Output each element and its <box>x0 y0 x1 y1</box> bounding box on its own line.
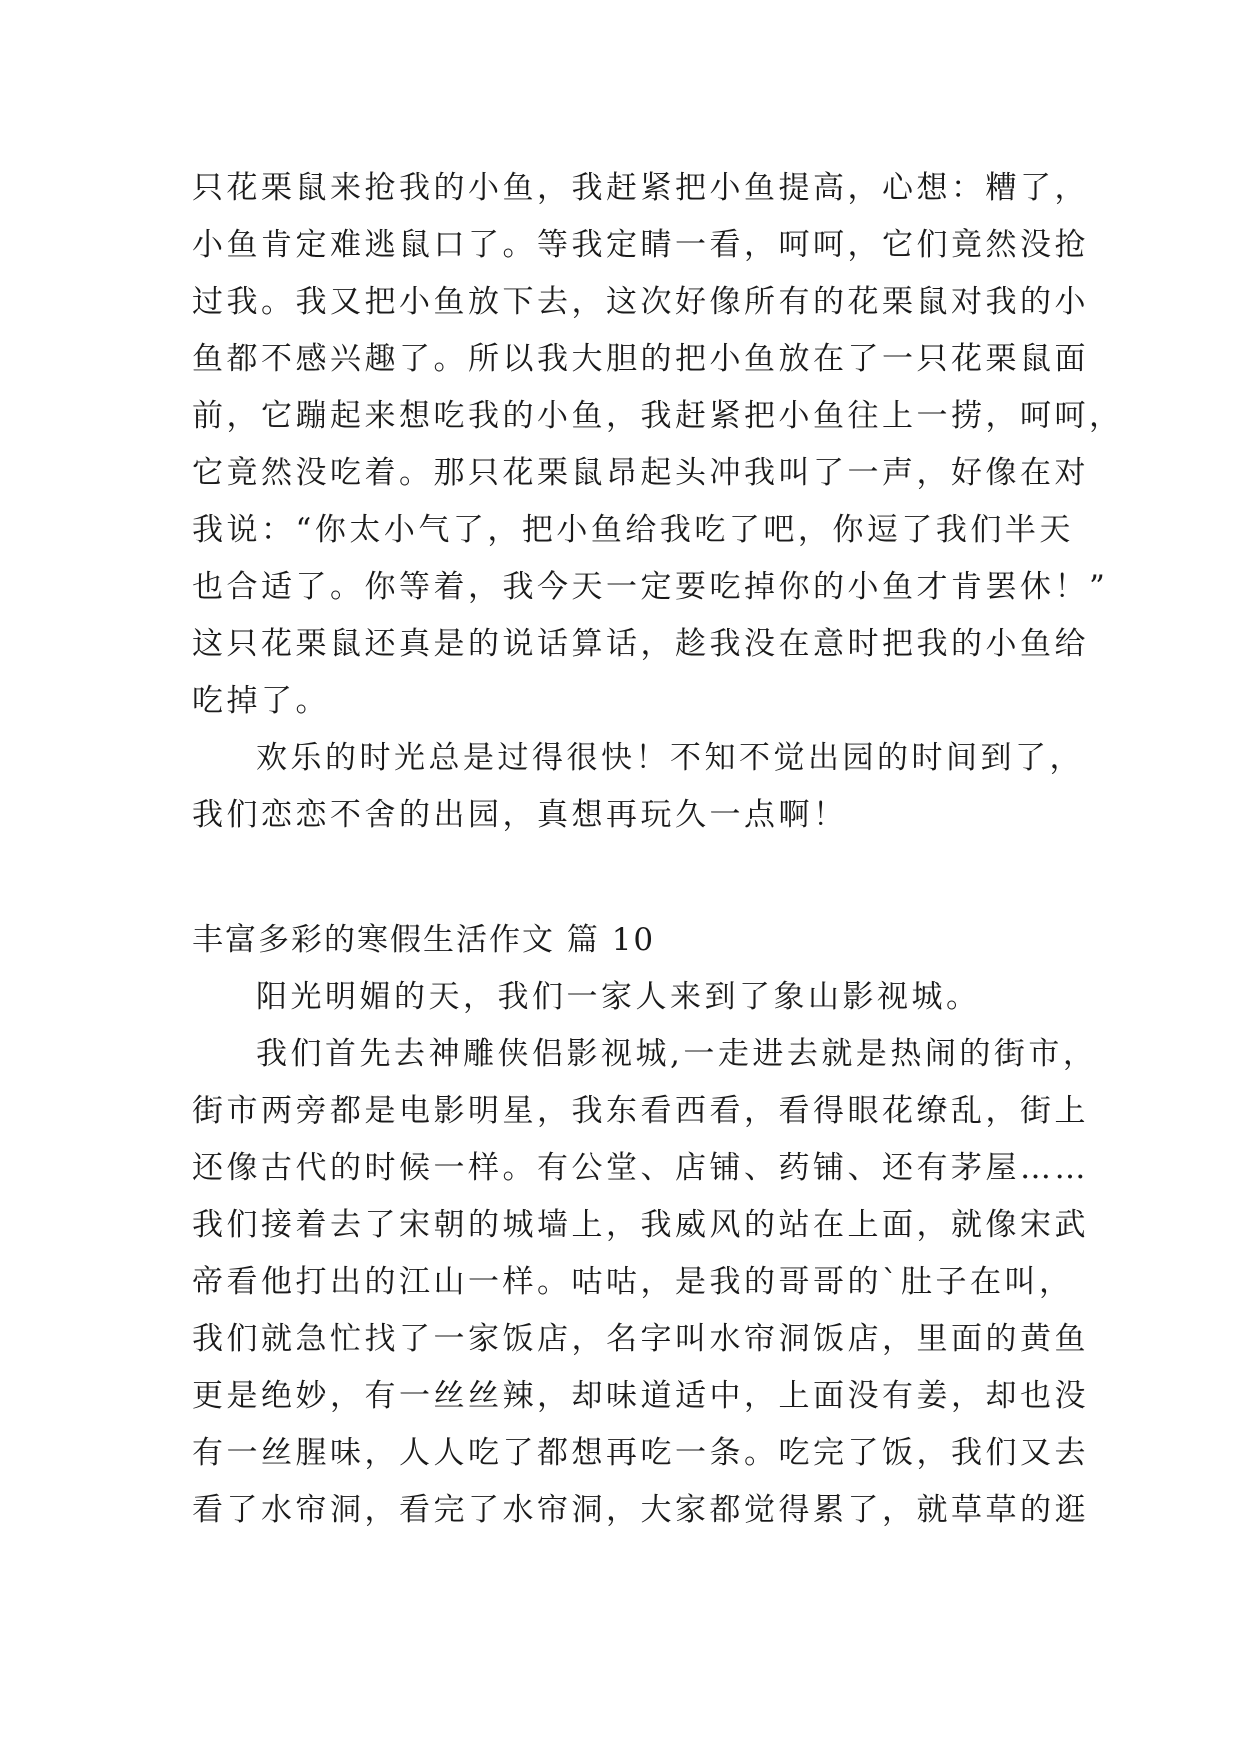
text-line: 阳光明媚的天，我们一家人来到了象山影视城。 <box>256 979 981 1015</box>
text-line: 我们接着去了宋朝的城墙上，我威风的站在上面，就像宋武 <box>192 1207 1089 1243</box>
text-line: 更是绝妙，有一丝丝辣，却味道适中，上面没有姜，却也没 <box>192 1378 1089 1414</box>
text-line: 有一丝腥味，人人吃了都想再吃一条。吃完了饭，我们又去 <box>192 1435 1089 1471</box>
text-line: 这只花栗鼠还真是的说话算话，趁我没在意时把我的小鱼给 <box>192 626 1089 662</box>
text-line: 它竟然没吃着。那只花栗鼠昂起头冲我叫了一声，好像在对 <box>192 455 1089 491</box>
text-line: 欢乐的时光总是过得很快！不知不觉出园的时间到了， <box>256 740 1084 776</box>
text-line: 看了水帘洞，看完了水帘洞，大家都觉得累了，就草草的逛 <box>192 1492 1089 1528</box>
text-line: 我们首先去神雕侠侣影视城,一走进去就是热闹的街市， <box>256 1036 1098 1072</box>
section-spacer <box>192 844 1062 912</box>
text-line: 街市两旁都是电影明星，我东看西看，看得眼花缭乱，街上 <box>192 1093 1089 1129</box>
text-line: 我们就急忙找了一家饭店，名字叫水帘洞饭店，里面的黄鱼 <box>192 1321 1089 1357</box>
text-line: 鱼都不感兴趣了。所以我大胆的把小鱼放在了一只花栗鼠面 <box>192 341 1089 377</box>
text-line: 我们恋恋不舍的出园，真想再玩久一点啊！ <box>192 797 848 833</box>
essay-intro-paragraph <box>192 969 1062 1026</box>
essay-heading: 丰富多彩的寒假生活作文 篇 10 <box>192 922 656 958</box>
essay-closing-paragraph <box>192 730 1084 844</box>
text-line: 小鱼肯定难逃鼠口了。等我定睛一看，呵呵，它们竟然没抢 <box>192 227 1089 263</box>
essay-body-paragraph <box>192 1026 1098 1539</box>
text-line: 只花栗鼠来抢我的小鱼，我赶紧把小鱼提高，心想：糟了， <box>192 170 1089 206</box>
text-line: 吃掉了。 <box>192 683 330 719</box>
text-line: 我说：“你太小气了，把小鱼给我吃了吧，你逗了我们半天 <box>192 512 1074 548</box>
text-line: 还像古代的时候一样。有公堂、店铺、药铺、还有茅屋…… <box>192 1150 1089 1186</box>
text-line: 帝看他打出的江山一样。咕咕，是我的哥哥的`肚子在叫， <box>192 1264 1074 1300</box>
document-body <box>192 160 1124 1539</box>
text-line: 过我。我又把小鱼放下去，这次好像所有的花栗鼠对我的小 <box>192 284 1089 320</box>
text-line: 也合适了。你等着，我今天一定要吃掉你的小鱼才肯罢休！” <box>192 569 1109 605</box>
essay-paragraph-continued <box>192 160 1124 730</box>
text-line: 前，它蹦起来想吃我的小鱼，我赶紧把小鱼往上一捞，呵呵， <box>192 398 1124 434</box>
